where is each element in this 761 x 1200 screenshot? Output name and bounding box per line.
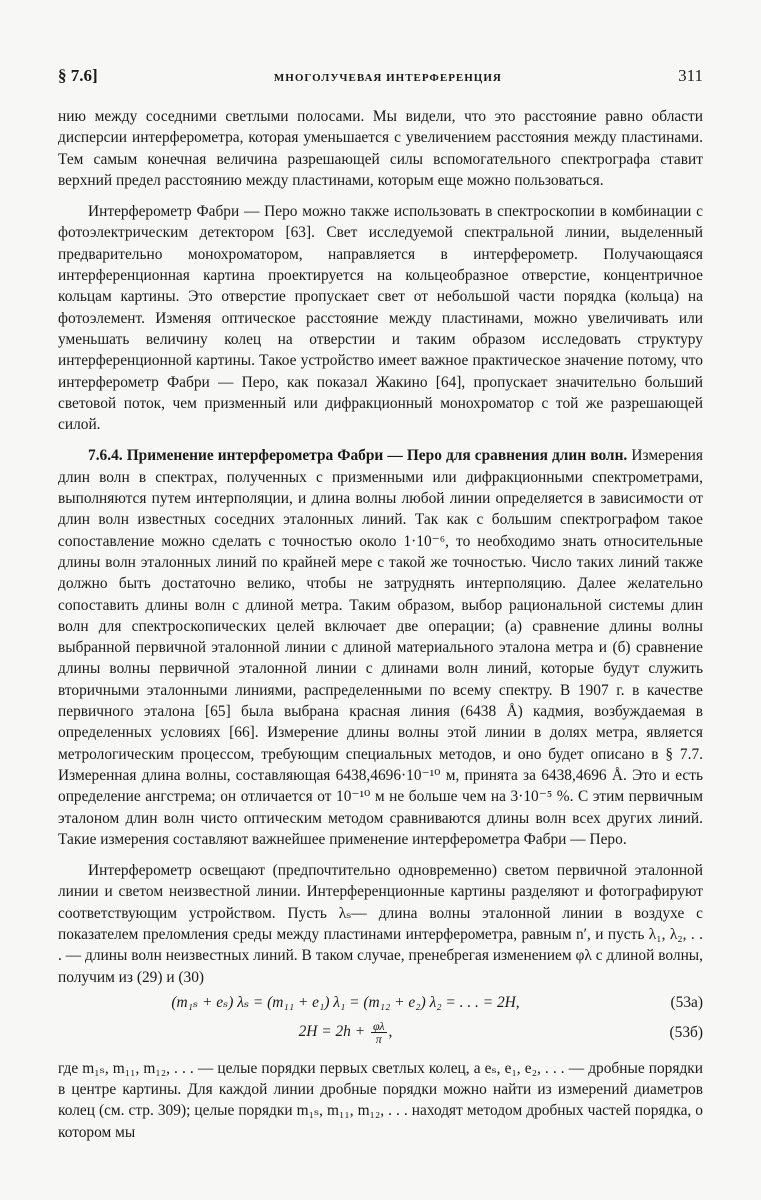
page-number: 311 — [678, 66, 703, 85]
fraction-denominator: π — [375, 1032, 382, 1047]
section-7-6-4 — [58, 445, 703, 850]
section-ref: § 7.6] — [58, 66, 98, 85]
equation-number: (53а) — [670, 993, 703, 1011]
running-title: МНОГОЛУЧЕВАЯ ИНТЕРФЕРЕНЦИЯ — [273, 72, 502, 84]
page-header — [58, 66, 703, 86]
section-text: Измерения длин волн в спектрах, полученных с призменными или дифракционными спектрометрами, выполняются путем интерполяции, и длина волны любой линии определяется в зависимости от длин волн известных соседних эталонных линий. Так как с большим спектрографом такое сопоставление можно сделать с точностью около 1·10⁻⁶, то необходимо знать относительные длины волн эталонных линий по крайней мере с такой же точностью. Число таких линий также должно быть достаточно велико, чтобы не затруднять интерполяцию. Далее желательно сопоставить длины волн с длиной метра. Таким образом, выбор рациональной системы длин волн для спектроскопических целей включает две операции; (а) сравнение длины волны выбранной первичной эталонной линии с длиной материального эталона метра и (б) сравнение длины волны первичной эталонной линии с длинами волн линий, которые будут служить вторичными эталонными линиями, распределенными по всему спектру. В 1907 г. в качестве первичного эталона [65] была выбрана красная линия (6438 Å) кадмия, возбуждаемая в определенных условиях [66]. Измерение длины волны этой линии в долях метра, является метрологическим процессом, требующим специальных методов, и оно будет описано в § 7.7. Измеренная длина волны, составляющая 6438,4696·10⁻¹⁰ м, принята за 6438,4696 Å. Это и есть определение ангстрема; он отличается от 10⁻¹⁰ м не больше чем на 3·10⁻⁵ %. С этим первичным эталоном длин волн чисто оптическим методом сравниваются длины волн всех других линий. Такие измерения составляют важнейшее применение интерферометра Фабри — Перо. — [58, 447, 703, 848]
equation-lhs: 2H = 2h + — [298, 1023, 366, 1041]
section-heading: 7.6.4. Применение интерферометра Фабри — Перо для сравнения длин волн. — [88, 447, 628, 465]
paragraph-photoelectric: Интерферометр Фабри — Перо можно также использовать в спектроскопии в комбинации с фотоэлектрическим детектором [63]. Свет исследуемой спектральной линии, выделенный предварительно монохроматором, направляется в интерферометр. Получающаяся интерференционная картина проектируется на кольцеобразное отверстие, концентричное кольцам картины. Это отверстие пропускает свет от небольшой части порядка (кольца) на фотоэлемент. Изменяя оптическое расстояние между пластинами, можно увеличивать или уменьшать величину колец на отверстии и таким образом исследовать структуру интерференционной картины. Такое устройство имеет важное практическое значение потому, что интерферометр Фабри — Перо, как показал Жакино [64], пропускает значительно больший световой поток, чем призменный или дифракционный монохроматор с той же разрешающей силой. — [58, 203, 703, 434]
equation-formula — [58, 1020, 633, 1045]
equation-formula: (m₁ₛ + eₛ) λₛ = (m₁₁ + e₁) λ₁ = (m₁₂ + e₂) λ₂ = . . . = 2H, — [171, 994, 520, 1012]
equation-53a — [58, 988, 703, 1018]
equation-tail: , — [388, 1023, 393, 1041]
fraction — [371, 1020, 387, 1045]
equation-number: (53б) — [669, 1023, 703, 1041]
body-text — [58, 106, 703, 1143]
paragraph-orders: где m₁ₛ, m₁₁, m₁₂, . . . — целые порядки первых светлых колец, а eₛ, e₁, e₂, . . . — дробные порядки в центре картины. Для каждой линии дробные порядки можно найти из измерений диаметров колец (см. стр. 309); целые порядки m₁ₛ, m₁₁, m₁₂, . . . находят методом дробных частей порядка, о котором мы — [58, 1059, 703, 1141]
paragraph-continued: нию между соседними светлыми полосами. Мы видели, что это расстояние равно области дисперсии интерферометра, которая уменьшается с увеличением расстояния между пластинами. Тем самым конечная величина разрешающей силы вспомогательного спектрографа ставит верхний предел расстоянию между пластинами, которым еще можно пользоваться. — [58, 108, 703, 189]
paragraph-illumination: Интерферометр освещают (предпочтительно одновременно) светом первичной эталонной линии и светом неизвестной линии. Интерференционные картины разделяют и фотографируют соответствующим устройством. Пусть λₛ— длина волны эталонной линии в воздухе с показателем преломления среды между пластинами интерферометра, равным n′, и пусть λ₁, λ₂, . . . — длины волн неизвестных линий. В таком случае, пренебрегая изменением φλ с длиной волны, получим из (29) и (30) — [58, 862, 703, 986]
fraction-numerator: φλ — [372, 1019, 385, 1034]
equation-53b — [58, 1018, 703, 1048]
